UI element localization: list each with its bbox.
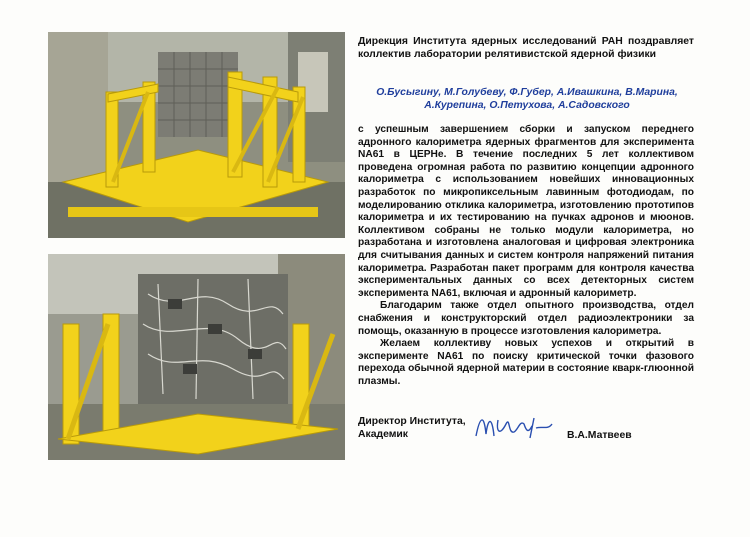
body-paragraph: Желаем коллективу новых успехов и открытий в эксперименте NA61 по поиску критической точки фазового перехода обычной ядерной материи в состояние кварк-глюонной плазмы. <box>358 338 694 387</box>
body-paragraph: с успешным завершением сборки и запуском переднего адронного калориметра ядерных фрагментов для эксперимента NA61 в ЦЕРНе. В течение последних 5 лет коллективом проведена огромная работа по развитию концепции адронного калориметра с использованием новейших инновационных разработок по микропиксельным лавинным фотодиодам, по моделированию отклика калориметра, изготовлению прототипов калориметра и их тестированию на пучках адронов и мюонов. Коллективом собраны не только модули калориметра, но разработана и изготовлена аналоговая и цифровая электроника для считывания данных и систем контроля напряжений питания калориметра. Разработан пакет программ для контроля качества экспериментальных данных со всех детекторных систем эксперимента NA61, включая и адронный калориметр. <box>358 124 694 299</box>
letter-body <box>358 124 694 388</box>
signatory-title-line1: Директор Института, <box>358 416 466 427</box>
honorees-names: О.Бусыгину, М.Голубеву, Ф.Губер, А.Ивашкина, В.Марина, А.Курепина, О.Петухова, А.Садовского <box>376 87 678 111</box>
handwritten-signature <box>470 406 555 451</box>
greeting-heading: Дирекция Института ядерных исследований РАН поздравляет коллектив лаборатории релятивистской ядерной физики <box>358 36 694 60</box>
calorimeter-photo-top <box>48 32 345 238</box>
body-paragraph: Благодарим также отдел опытного производства, отдел снабжения и конструкторский отдел радиоэлектроники за помощь, оказанную в процессе изготовления калориметра. <box>358 300 694 337</box>
signatory-name: В.А.Матвеев <box>567 430 632 441</box>
calorimeter-photo-bottom <box>48 254 345 460</box>
signatory-title-line2: Академик <box>358 429 408 440</box>
signatory-title <box>358 415 466 441</box>
